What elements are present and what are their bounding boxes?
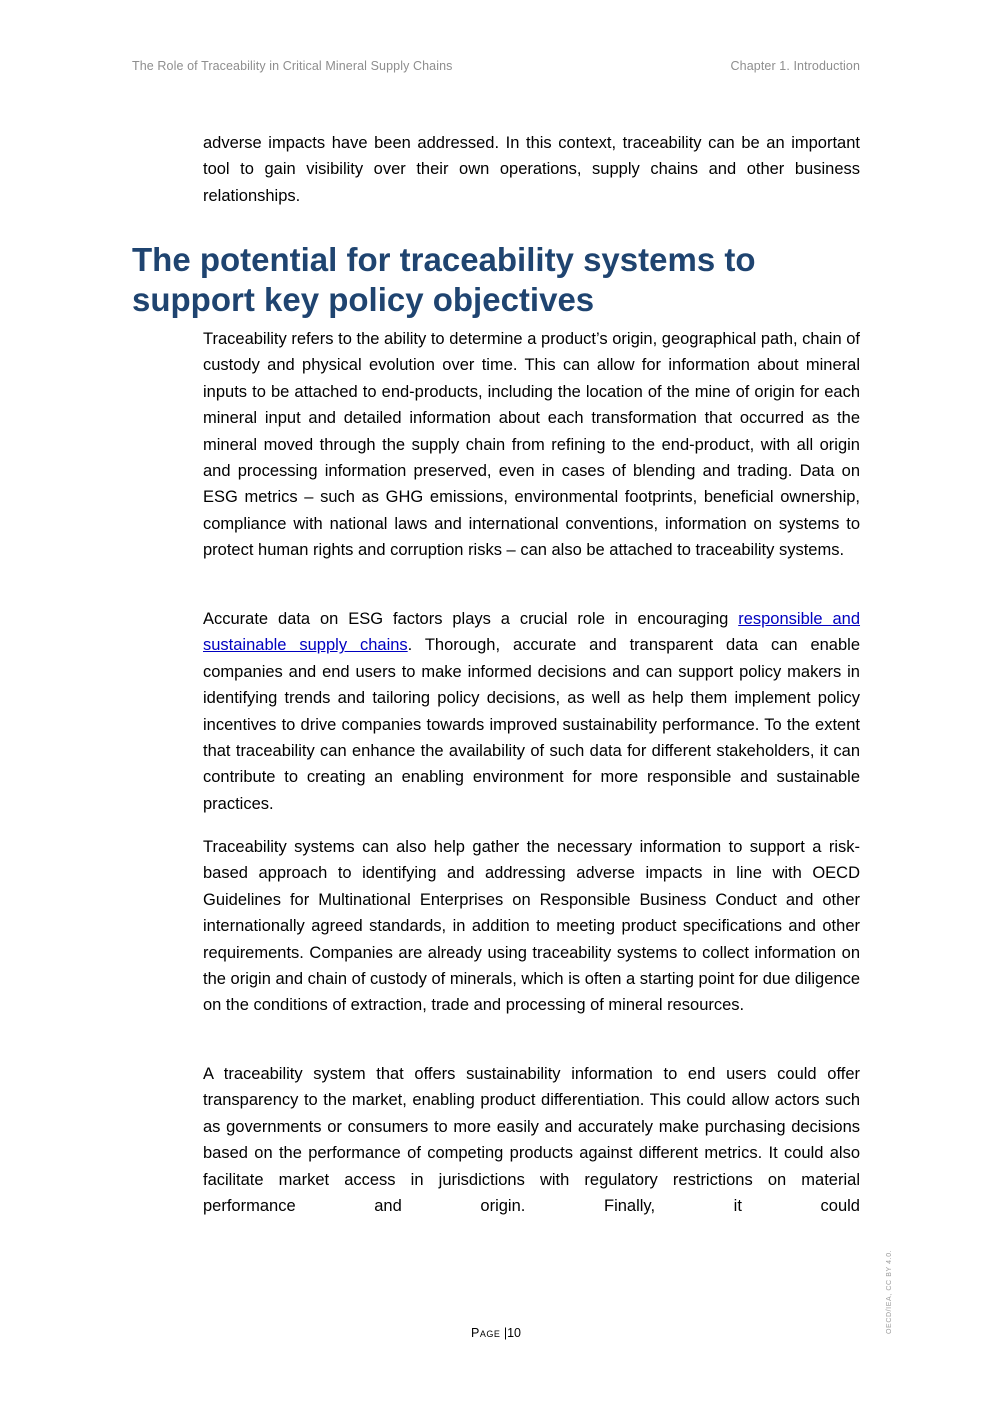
header-chapter-title: Chapter 1. Introduction [730, 59, 860, 73]
page-separator: | [503, 1326, 508, 1340]
paragraph-2-after-link: . Thorough, accurate and transparent data can enable companies and end users to make informed decisions and can support policy makers in identifying trends and tailoring policy decisions, as well as help them implement policy incentives to drive companies towards improved sustainability performance. To the extent that traceability can enhance the availability of such data for different stakeholders, it can contribute to creating an enabling environment for more responsible and sustainable practices. [203, 636, 860, 813]
page-footer [0, 1326, 992, 1340]
intro-paragraph [203, 130, 860, 209]
paragraph-2-text [203, 606, 860, 817]
intro-paragraph-text: adverse impacts have been addressed. In this context, traceability can be an important tool to gain visibility over their own operations, supply chains and other business relationships. [203, 134, 860, 205]
paragraph-2-before-link: Accurate data on ESG factors plays a crucial role in encouraging [203, 610, 739, 628]
body-paragraph-2 [203, 606, 860, 817]
section-heading: The potential for traceability systems to support key policy objectives [132, 241, 756, 318]
paragraph-4-text: A traceability system that offers sustainability information to end users could offer transparency to the market, enabling product differentiation. This could allow actors such as governments or consumers to more easily and accurately make purchasing decisions based on the performance of competing products against different metrics. It could also facilitate market access in jurisdictions with regulatory restrictions on material performance and origin. Finally, it could [203, 1065, 860, 1216]
page-number: 10 [507, 1326, 521, 1340]
header-document-title: The Role of Traceability in Critical Mineral Supply Chains [132, 59, 453, 73]
paragraph-3-text: Traceability systems can also help gather the necessary information to support a risk-based approach to identifying and addressing adverse impacts in line with OECD Guidelines for Multinational Enterprises on Responsible Business Conduct and other internationally agreed standards, in addition to meeting product specifications and other requirements. Companies are already using traceability systems to collect information on the origin and chain of custody of minerals, which is often a starting point for due diligence on the conditions of extraction, trade and processing of mineral resources. [203, 838, 860, 1015]
copyright-notice: OECD/IEA, CC BY 4.0. [886, 1249, 893, 1334]
body-paragraph-4 [203, 1061, 860, 1219]
responsible-supply-chains-link[interactable]: responsible and sustainable supply chains [203, 610, 861, 655]
paragraph-1-text: Traceability refers to the ability to determine a product’s origin, geographical path, chain of custody and physical evolution over time. This can allow for information about mineral inputs to be attached to end-products, including the location of the mine of origin for each mineral input and detailed information about each transformation that occurred as the mineral moved through the supply chain from refining to the end-product, with all origin and processing information preserved, even in cases of blending and trading. Data on ESG metrics – such as GHG emissions, environmental footprints, beneficial ownership, compliance with national laws and international conventions, information on systems to protect human rights and corruption risks – can also be attached to traceability systems. [203, 330, 860, 560]
body-paragraph-1 [203, 326, 860, 564]
body-paragraph-3 [203, 834, 860, 1019]
page-label: Page [471, 1326, 501, 1340]
